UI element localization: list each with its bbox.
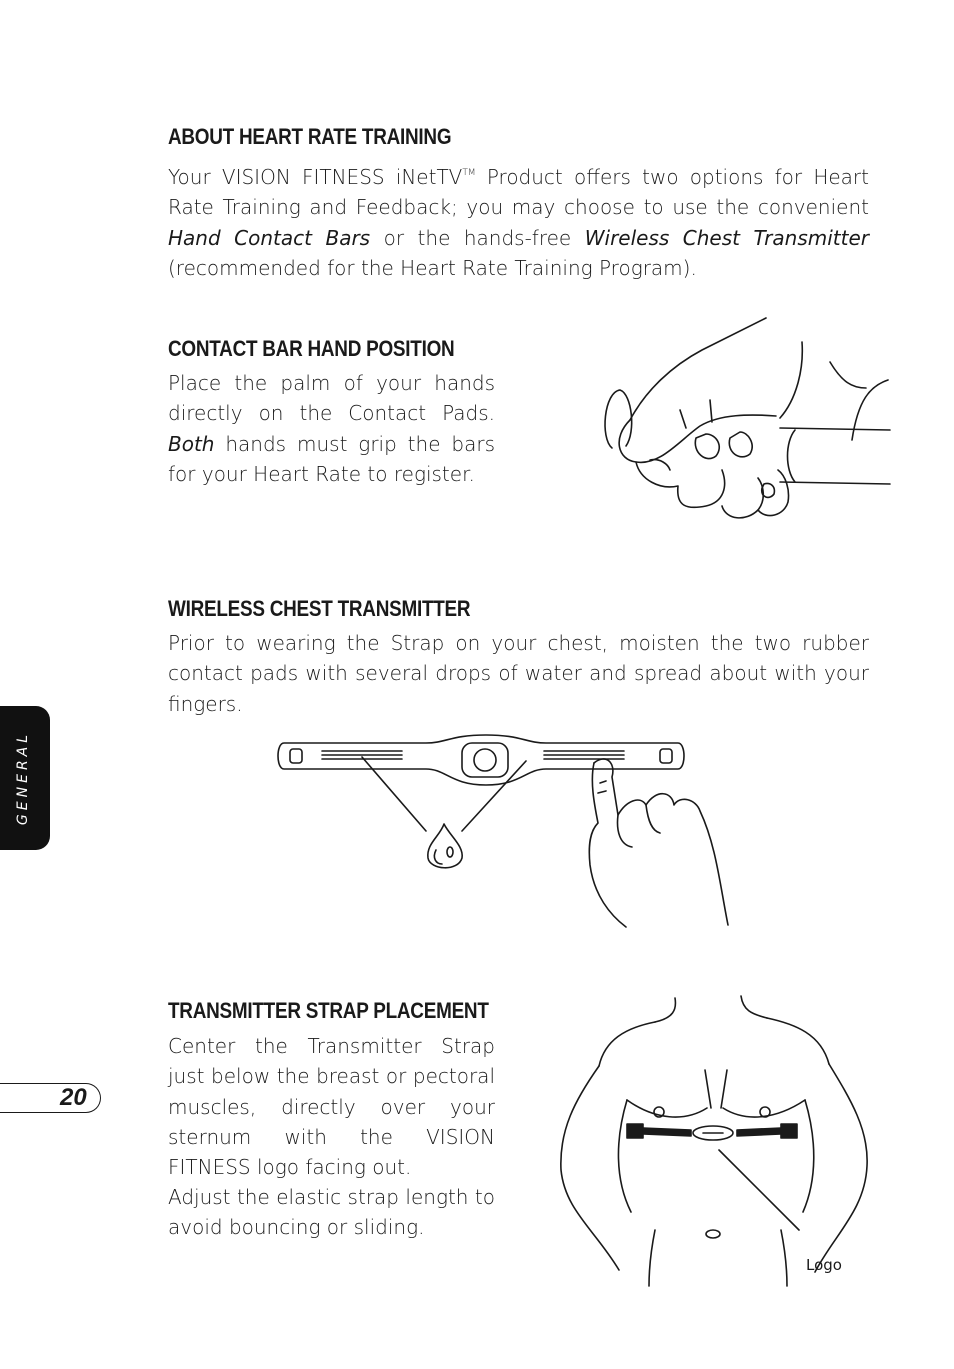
text: or the hands-free [370,225,585,250]
trademark-mark: TM [462,168,476,178]
text: Place the palm of your hands directly on the Contact Pads. [168,371,495,426]
text: Your VISION FITNESS iNetTV [168,165,463,189]
paragraph-chest-transmitter: Prior to wearing the Strap on your chest, moisten the two rubber contact pads with several drops of water and spread about with your fingers. [168,631,869,716]
paragraph-contact-bar [168,368,495,489]
logo-label: Logo [806,1256,842,1274]
paragraph-strap-placement-1: Center the Transmitter Strap just below the breast or pectoral muscles, directly over your sternum with the VISION FITNESS logo facing out. [168,1034,495,1180]
text: hands must grip the bars for your Heart Rate to register. [168,431,495,486]
heading-heart-rate-training: ABOUT HEART RATE TRAINING [168,124,452,149]
page-number: 20 [60,1084,87,1111]
torso-illustration [555,990,875,1290]
heading-transmitter-strap-placement: TRANSMITTER STRAP PLACEMENT [168,998,489,1023]
text: (recommended for the Heart Rate Training Program). [168,255,697,280]
hand-grip-illustration [590,310,900,530]
emphasis-wireless-chest-transmitter: Wireless Chest Transmitter [584,225,869,250]
water-drop-icon [424,822,466,872]
emphasis-hand-contact-bars: Hand Contact Bars [168,225,371,250]
heading-wireless-chest-transmitter: WIRELESS CHEST TRANSMITTER [168,596,471,621]
emphasis-both: Both [168,431,215,456]
text: Product offers two options for Heart Rate Training and Feedback; you may choose to use the convenient [168,165,869,220]
chest-strap-illustration [276,735,736,935]
side-tab-label: GENERAL [15,730,31,826]
paragraph-heart-rate-training [168,158,869,283]
paragraph-strap-placement-2: Adjust the elastic strap length to avoid bouncing or sliding. [168,1185,495,1240]
heading-contact-bar-hand-position: CONTACT BAR HAND POSITION [168,336,455,361]
